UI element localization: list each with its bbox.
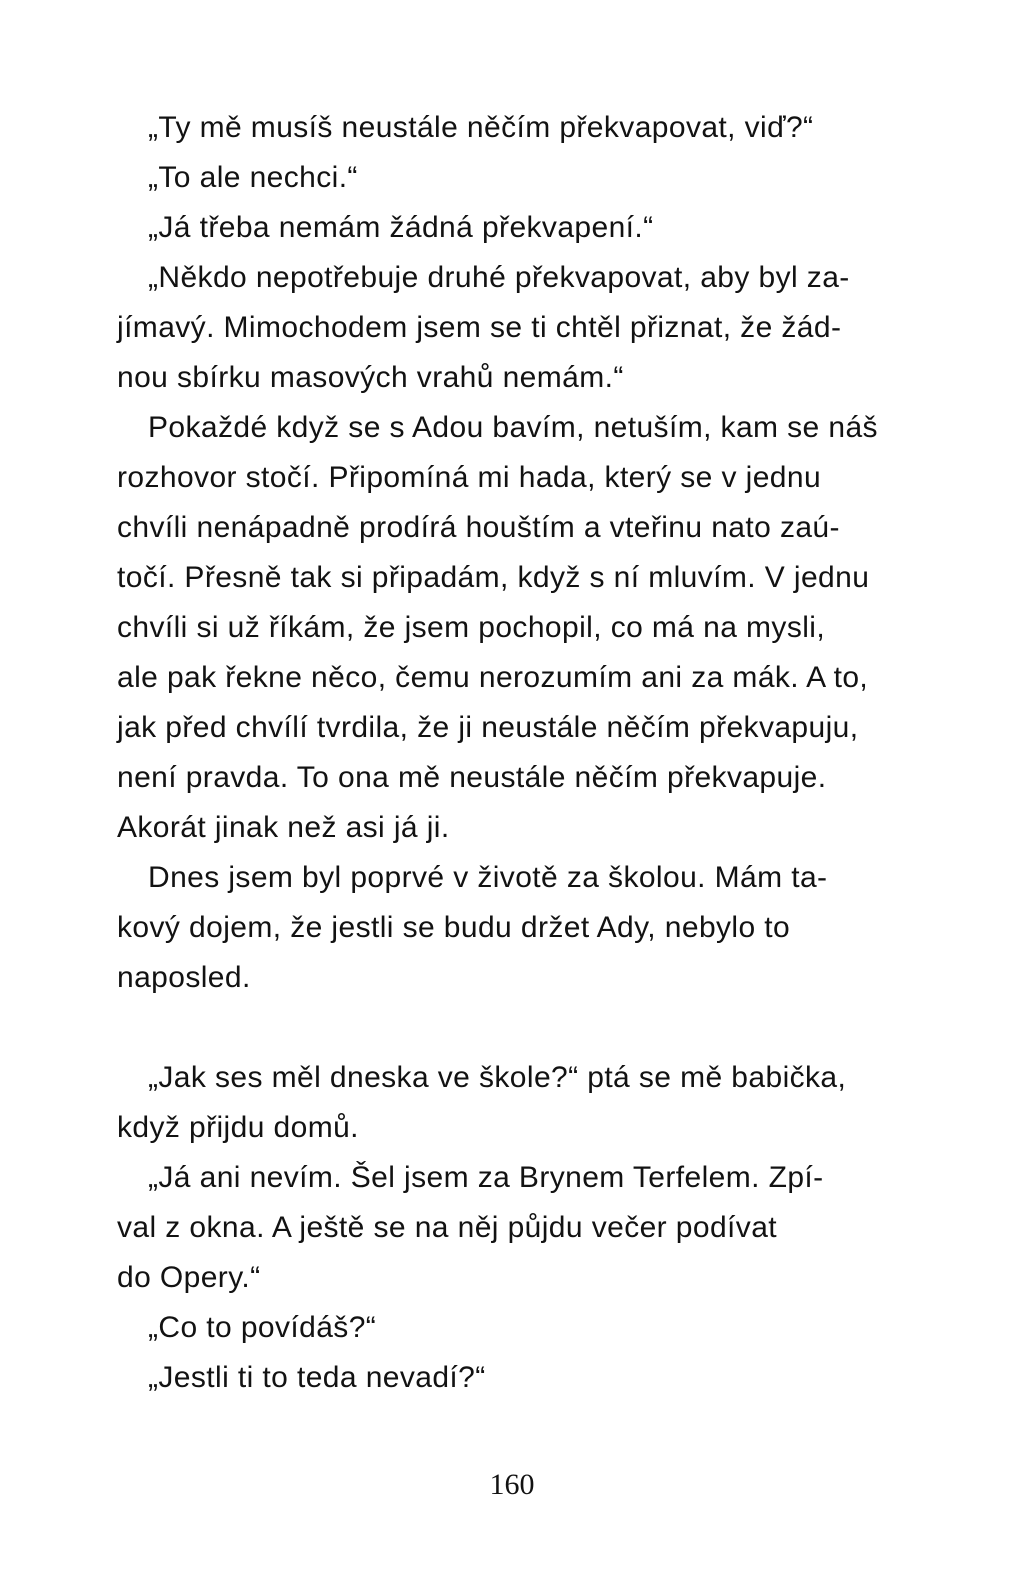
- text-block: [117, 103, 927, 1403]
- text-line: „Co to povídáš?“: [148, 1311, 377, 1344]
- text-line: ale pak řekne něco, čemu nerozumím ani za mák. A to,: [117, 661, 869, 694]
- text-line: není pravda. To ona mě neustále něčím překvapuje.: [117, 761, 827, 794]
- page-number: 160: [489, 1468, 535, 1501]
- text-line: „Já třeba nemám žádná překvapení.“: [148, 211, 654, 244]
- text-line: jak před chvílí tvrdila, že ji neustále něčím překvapuju,: [117, 711, 859, 744]
- text-line: jímavý. Mimochodem jsem se ti chtěl přiznat, že žád-: [117, 311, 842, 344]
- text-line: do Opery.“: [117, 1261, 261, 1294]
- text-line: „Ty mě musíš neustále něčím překvapovat, viď?“: [148, 111, 814, 144]
- text-line: naposled.: [117, 961, 251, 994]
- text-line: Akorát jinak než asi já ji.: [117, 811, 450, 844]
- text-line: „Já ani nevím. Šel jsem za Brynem Terfelem. Zpí-: [148, 1161, 824, 1194]
- text-line: val z okna. A ještě se na něj půjdu večer podívat: [117, 1211, 778, 1244]
- text-line: „Jestli ti to teda nevadí?“: [148, 1361, 486, 1394]
- text-line: chvíli nenápadně prodírá houštím a vteřinu nato zaú-: [117, 511, 840, 544]
- section-break: [117, 1003, 927, 1053]
- text-line: Pokaždé když se s Adou bavím, netuším, kam se náš: [148, 411, 878, 444]
- text-line: „Jak ses měl dneska ve škole?“ ptá se mě babička,: [148, 1061, 847, 1094]
- text-line: Dnes jsem byl poprvé v životě za školou. Mám ta-: [148, 861, 828, 894]
- text-line: nou sbírku masových vrahů nemám.“: [117, 361, 624, 394]
- text-line: točí. Přesně tak si připadám, když s ní mluvím. V jednu: [117, 561, 870, 594]
- text-line: když přijdu domů.: [117, 1111, 359, 1144]
- text-line: „To ale nechci.“: [148, 161, 358, 194]
- text-line: „Někdo nepotřebuje druhé překvapovat, aby byl za-: [148, 261, 850, 294]
- text-line: kový dojem, že jestli se budu držet Ady, nebylo to: [117, 911, 791, 944]
- text-line: rozhovor stočí. Připomíná mi hada, který se v jednu: [117, 461, 822, 494]
- text-line: chvíli si už říkám, že jsem pochopil, co má na mysli,: [117, 611, 826, 644]
